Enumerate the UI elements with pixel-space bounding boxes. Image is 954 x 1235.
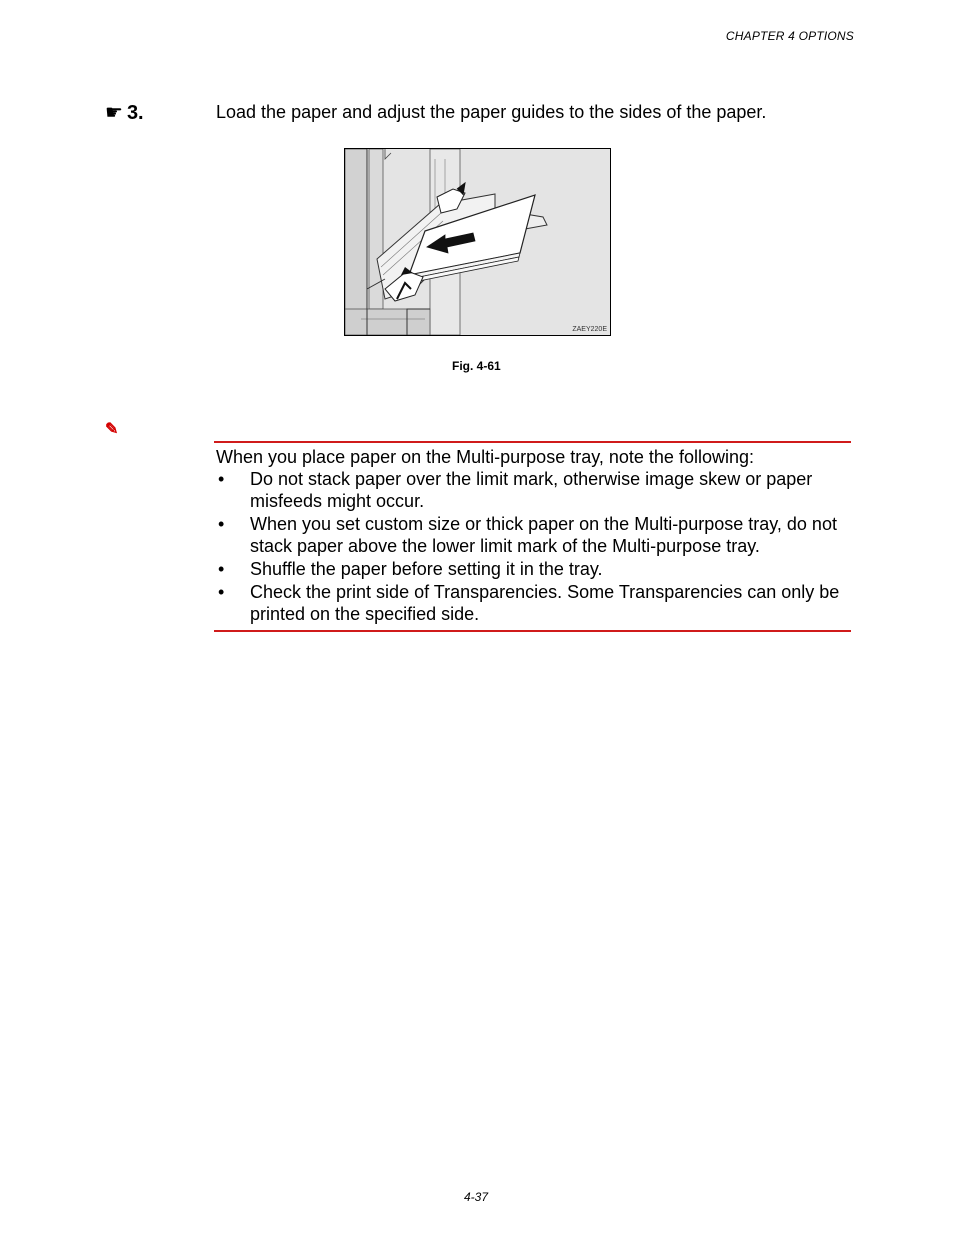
page-number: 4-37 [464, 1190, 489, 1204]
note-box [214, 441, 851, 632]
note-intro: When you place paper on the Multi-purpose tray, note the following: [216, 447, 754, 467]
step-instruction: Load the paper and adjust the paper guides to the sides of the paper. [216, 102, 767, 122]
list-item-text: Shuffle the paper before setting it in the tray. [250, 559, 603, 579]
figure-caption: Fig. 4-61 [452, 359, 501, 373]
bullet-icon: • [218, 514, 225, 534]
bullet-icon: • [218, 559, 225, 579]
list-item [216, 581, 851, 625]
list-item-text: Do not stack paper over the limit mark, otherwise image skew or paper misfeeds might occur. [250, 469, 813, 511]
paper-loading-illustration [344, 148, 611, 336]
printer-tray-drawing [345, 149, 610, 335]
list-item [216, 468, 851, 512]
bullet-icon: • [218, 582, 225, 602]
chapter-header: CHAPTER 4 OPTIONS [725, 29, 854, 43]
bullet-icon: • [218, 469, 225, 489]
list-item [216, 513, 851, 557]
figure-code: ZAEY220E [572, 326, 607, 333]
step-number: 3. [126, 102, 144, 124]
step-marker [105, 100, 144, 125]
list-item-text: Check the print side of Transparencies. Some Transparencies can only be printed on the specified side. [250, 582, 840, 624]
note-list [216, 468, 851, 625]
list-item [216, 558, 851, 580]
pointing-hand-icon: ☛ [105, 102, 123, 124]
list-item-text: When you set custom size or thick paper on the Multi-purpose tray, do not stack paper above the lower limit mark of the Multi-purpose tray. [250, 514, 837, 556]
pencil-note-icon: ✎ [105, 421, 119, 438]
